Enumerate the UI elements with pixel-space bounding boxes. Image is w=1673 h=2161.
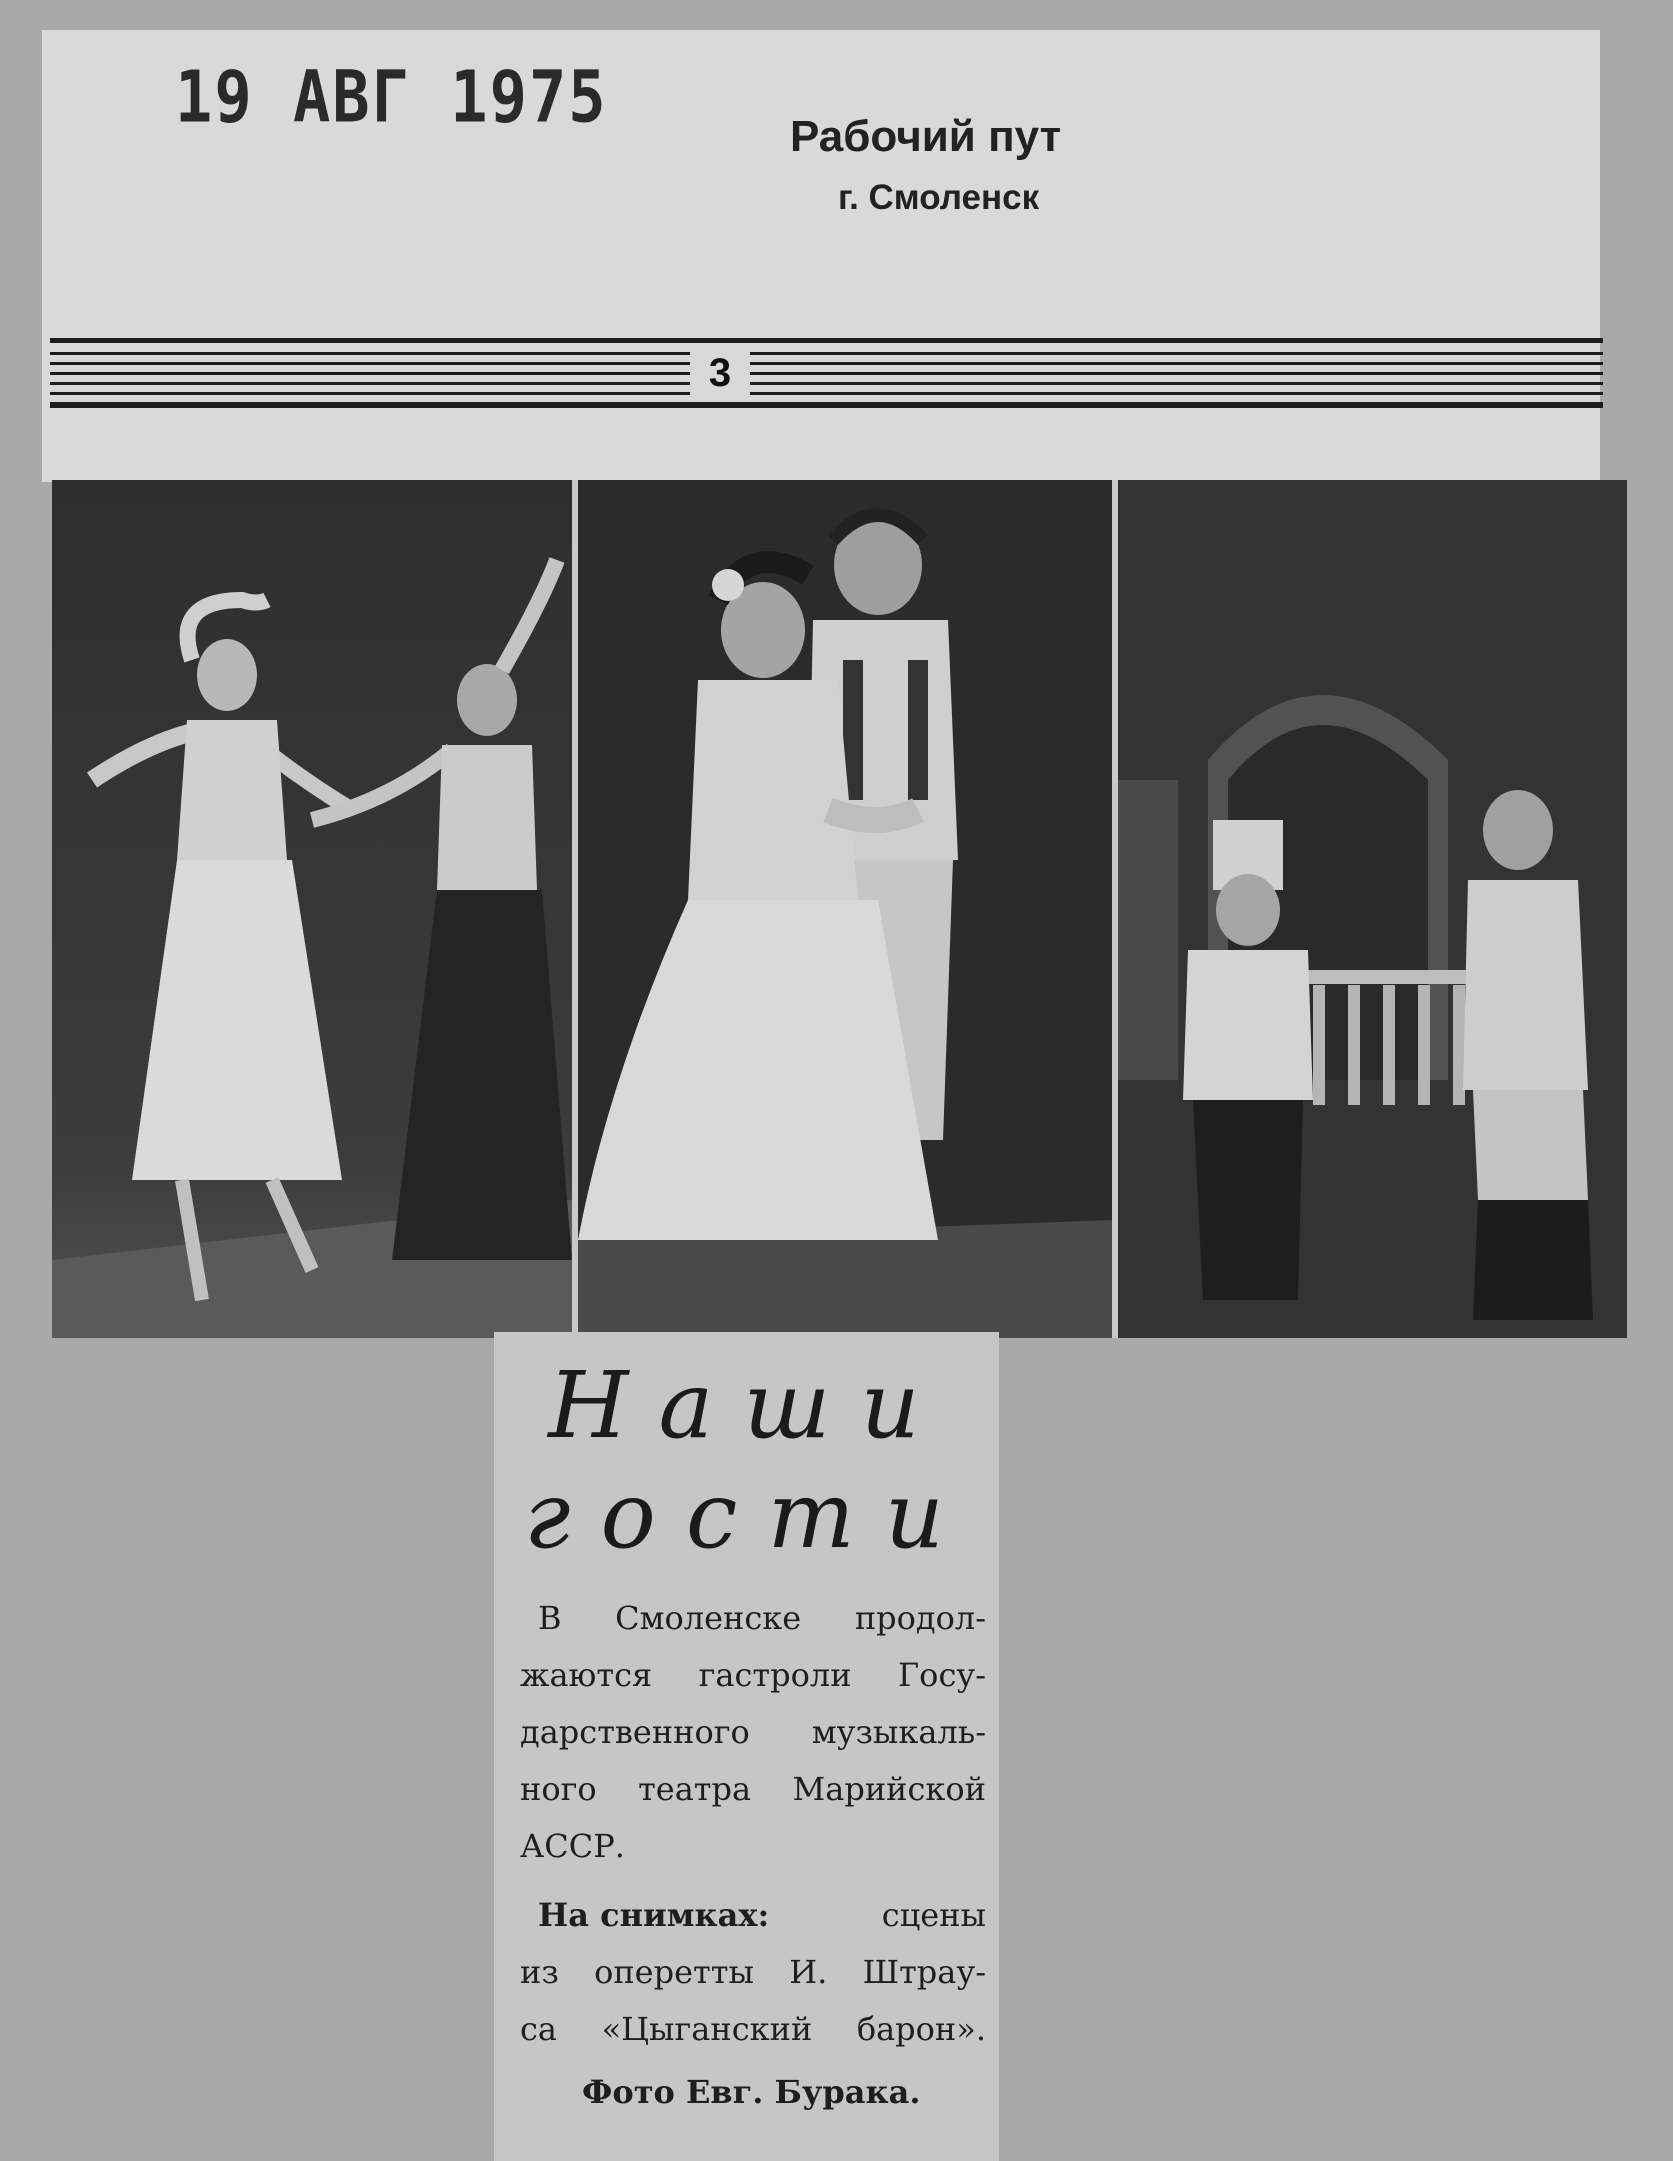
city-stamp: г. Смоленск xyxy=(838,178,1040,217)
body-line: дарственного музыкаль- xyxy=(520,1713,986,1751)
headline-line-1: Наши xyxy=(548,1352,950,1459)
body-line: ного театра Марийской xyxy=(520,1770,986,1808)
body-line: АССР. xyxy=(520,1827,625,1865)
photo-credit: Фото Евг. Бурака. xyxy=(582,2073,921,2111)
body-line: В Смоленске продол- xyxy=(538,1599,986,1637)
photo-strip xyxy=(52,480,1627,1338)
page-rule xyxy=(50,338,1603,420)
caption-line xyxy=(538,1887,986,1944)
caption-line: из оперетты И. Штрау- xyxy=(520,1953,986,1991)
body-line: жаются гастроли Госу- xyxy=(520,1656,986,1694)
newspaper-stamp: Рабочий пут xyxy=(790,112,1062,161)
dancers-image xyxy=(52,480,572,1338)
headline-line-2: гости xyxy=(524,1462,974,1569)
date-stamp: 19 АВГ 1975 xyxy=(175,55,608,139)
article-column xyxy=(494,1332,999,2161)
couple-image xyxy=(578,480,1112,1338)
hussars-image xyxy=(1118,480,1627,1338)
page-number: 3 xyxy=(690,344,750,402)
caption-first-rest: сцены xyxy=(881,1896,986,1934)
caption-line: са «Цыганский барон». xyxy=(520,2010,986,2048)
caption-label: На снимках: xyxy=(538,1896,770,1934)
